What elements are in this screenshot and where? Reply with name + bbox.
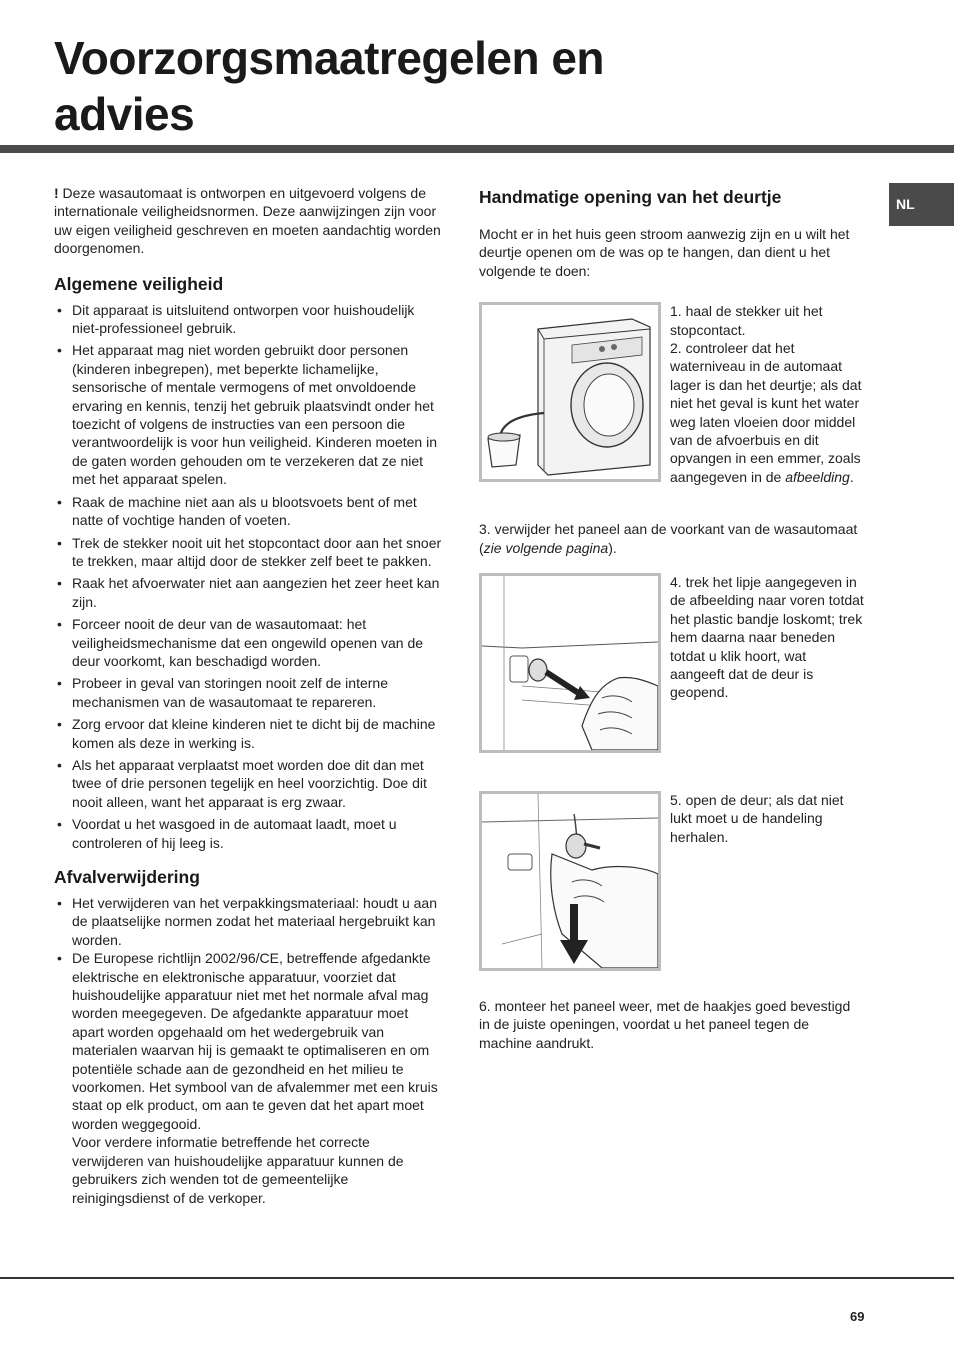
- warning-mark: !: [54, 185, 59, 201]
- open-door-illustration: [479, 791, 661, 971]
- waste-heading: Afvalverwijdering: [54, 867, 200, 887]
- list-item: [54, 949, 444, 1207]
- page-title: [54, 30, 854, 142]
- safety-list: [54, 301, 444, 852]
- safety-heading: Algemene veiligheid: [54, 273, 224, 294]
- list-item: • Raak het afvoerwater niet aan aangezien het zeer heet kan zijn.: [54, 574, 444, 611]
- list-item: • Het verwijderen van het verpakkingsmateriaal: houdt u aan de plaatselijke normen zodat het materiaal hergebruikt kan worden.: [54, 894, 444, 949]
- list-item: • Het apparaat mag niet worden gebruikt door personen (kinderen inbegrepen), met beperkte lichamelijke, sensorische of mentale vermogens of met onvoldoende ervaring en kennis, tenzij het gebruik plaatsvindt onder het toezicht of volgens de instructies van een persoon die verantwoordelijk is voor hun veiligheid. Kinderen moeten in de gaten worden gehouden om te verzekeren dat ze niet met het apparaat spelen.: [54, 341, 444, 488]
- footer-divider: [0, 1277, 954, 1279]
- waste-directive-text: De Europese richtlijn 2002/96/CE, betreffende afgedankte elektrische en elektronische apparatuur, voorziet dat huishoudelijke apparatuur niet met het normale afval mag worden meegegeven. De afgedankte apparatuur moet apart worden opgehaald om het wedergebruik van materialen waarvan hij is gemaakt te optimaliseren en om potentiële schade aan de gezondheid en het milieu te voorkomen. Het symbool van de afvalemmer met een kruis staat op elk product, om aan te geven dat het apart moet worden weggegooid.: [72, 950, 438, 1132]
- intro-paragraph: [54, 184, 444, 258]
- step-4: 4. trek het lipje aangegeven in de afbeelding naar voren totdat het plastic bandje loskomt; trek hem daarna naar beneden totdat u klik hoort, wat aangeeft dat de deur is geopend.: [670, 574, 864, 701]
- title-divider: [0, 145, 954, 153]
- step-3: 3. verwijder het paneel aan de voorkant van de wasautomaat (zie volgende pagina).: [479, 521, 858, 556]
- step-2: 2. controleer dat het waterniveau in de automaat lager is dan het deurtje; als dat niet het geval is kunt het water weg laten vloeien door middel van de afvoerbuis en dit opvangen in een emmer, zoals aangegeven in de afbeelding.: [670, 340, 862, 485]
- step-text-5: [670, 791, 864, 846]
- manual-door-heading: Handmatige opening van het deurtje: [479, 187, 782, 207]
- step-block-4: [479, 573, 864, 753]
- right-column: [479, 184, 864, 1052]
- list-item: • Raak de machine niet aan als u blootsvoets bent of met natte of vochtige handen of voeten.: [54, 493, 444, 530]
- waste-list: [54, 894, 444, 1207]
- left-column: [54, 184, 444, 1207]
- list-item: • Zorg ervoor dat kleine kinderen niet te dicht bij de machine komen als deze in werking is.: [54, 715, 444, 752]
- language-tab: NL: [889, 183, 954, 226]
- manual-door-intro: Mocht er in het huis geen stroom aanwezig zijn en u wilt het deurtje openen om de was op te hangen, dan dient u het volgende te doen:: [479, 226, 850, 279]
- step-block-1: [479, 302, 864, 485]
- pull-tab-illustration: [479, 573, 661, 753]
- list-item: • Dit apparaat is uitsluitend ontworpen voor huishoudelijk niet-professioneel gebruik.: [54, 301, 444, 338]
- list-item: • Trek de stekker nooit uit het stopcontact door aan het snoer te trekken, maar altijd door de stekker zelf beet te pakken.: [54, 534, 444, 571]
- list-item: • Voordat u het wasgoed in de automaat laadt, moet u controleren of hij leeg is.: [54, 815, 444, 852]
- page-title-line1: Voorzorgsmaatregelen en: [54, 32, 605, 84]
- waste-extra-text: Voor verdere informatie betreffende het correcte verwijderen van huishoudelijke apparatuur kunnen de gebruikers zich wenden tot de gemeentelijke reinigingsdienst of de verkoper.: [72, 1134, 404, 1206]
- step-1: 1. haal de stekker uit het stopcontact.: [670, 303, 823, 338]
- list-item: • Probeer in geval van storingen nooit zelf de interne mechanismen van de wasautomaat te repareren.: [54, 674, 444, 711]
- step-text-1-2: [670, 302, 864, 486]
- step-5: 5. open de deur; als dat niet lukt moet u de handeling herhalen.: [670, 792, 844, 845]
- list-item: • Als het apparaat verplaatst moet worden doe dit dan met twee of drie personen tegelijk en heel voorzichtig. Doe dit nooit alleen, want het apparaat is erg zwaar.: [54, 756, 444, 811]
- step-text-4: [670, 573, 864, 702]
- step-block-5: [479, 791, 864, 971]
- step-6: 6. monteer het paneel weer, met de haakjes goed bevestigd in de juiste openingen, voordat u het paneel tegen de machine aandrukt.: [479, 998, 851, 1051]
- page-number: 69: [850, 1309, 865, 1324]
- washing-machine-drain-illustration: [479, 302, 661, 482]
- page-title-line2: advies: [54, 88, 195, 140]
- list-item: • Forceer nooit de deur van de wasautomaat: het veiligheidsmechanisme dat een ongewild openen van de deur voorkomt, kan beschadigd worden.: [54, 615, 444, 670]
- intro-text: Deze wasautomaat is ontworpen en uitgevoerd volgens de internationale veiligheidsnormen. Deze aanwijzingen zijn voor uw eigen veiligheid geschreven en moeten aandachtig worden doorgenomen.: [54, 185, 441, 257]
